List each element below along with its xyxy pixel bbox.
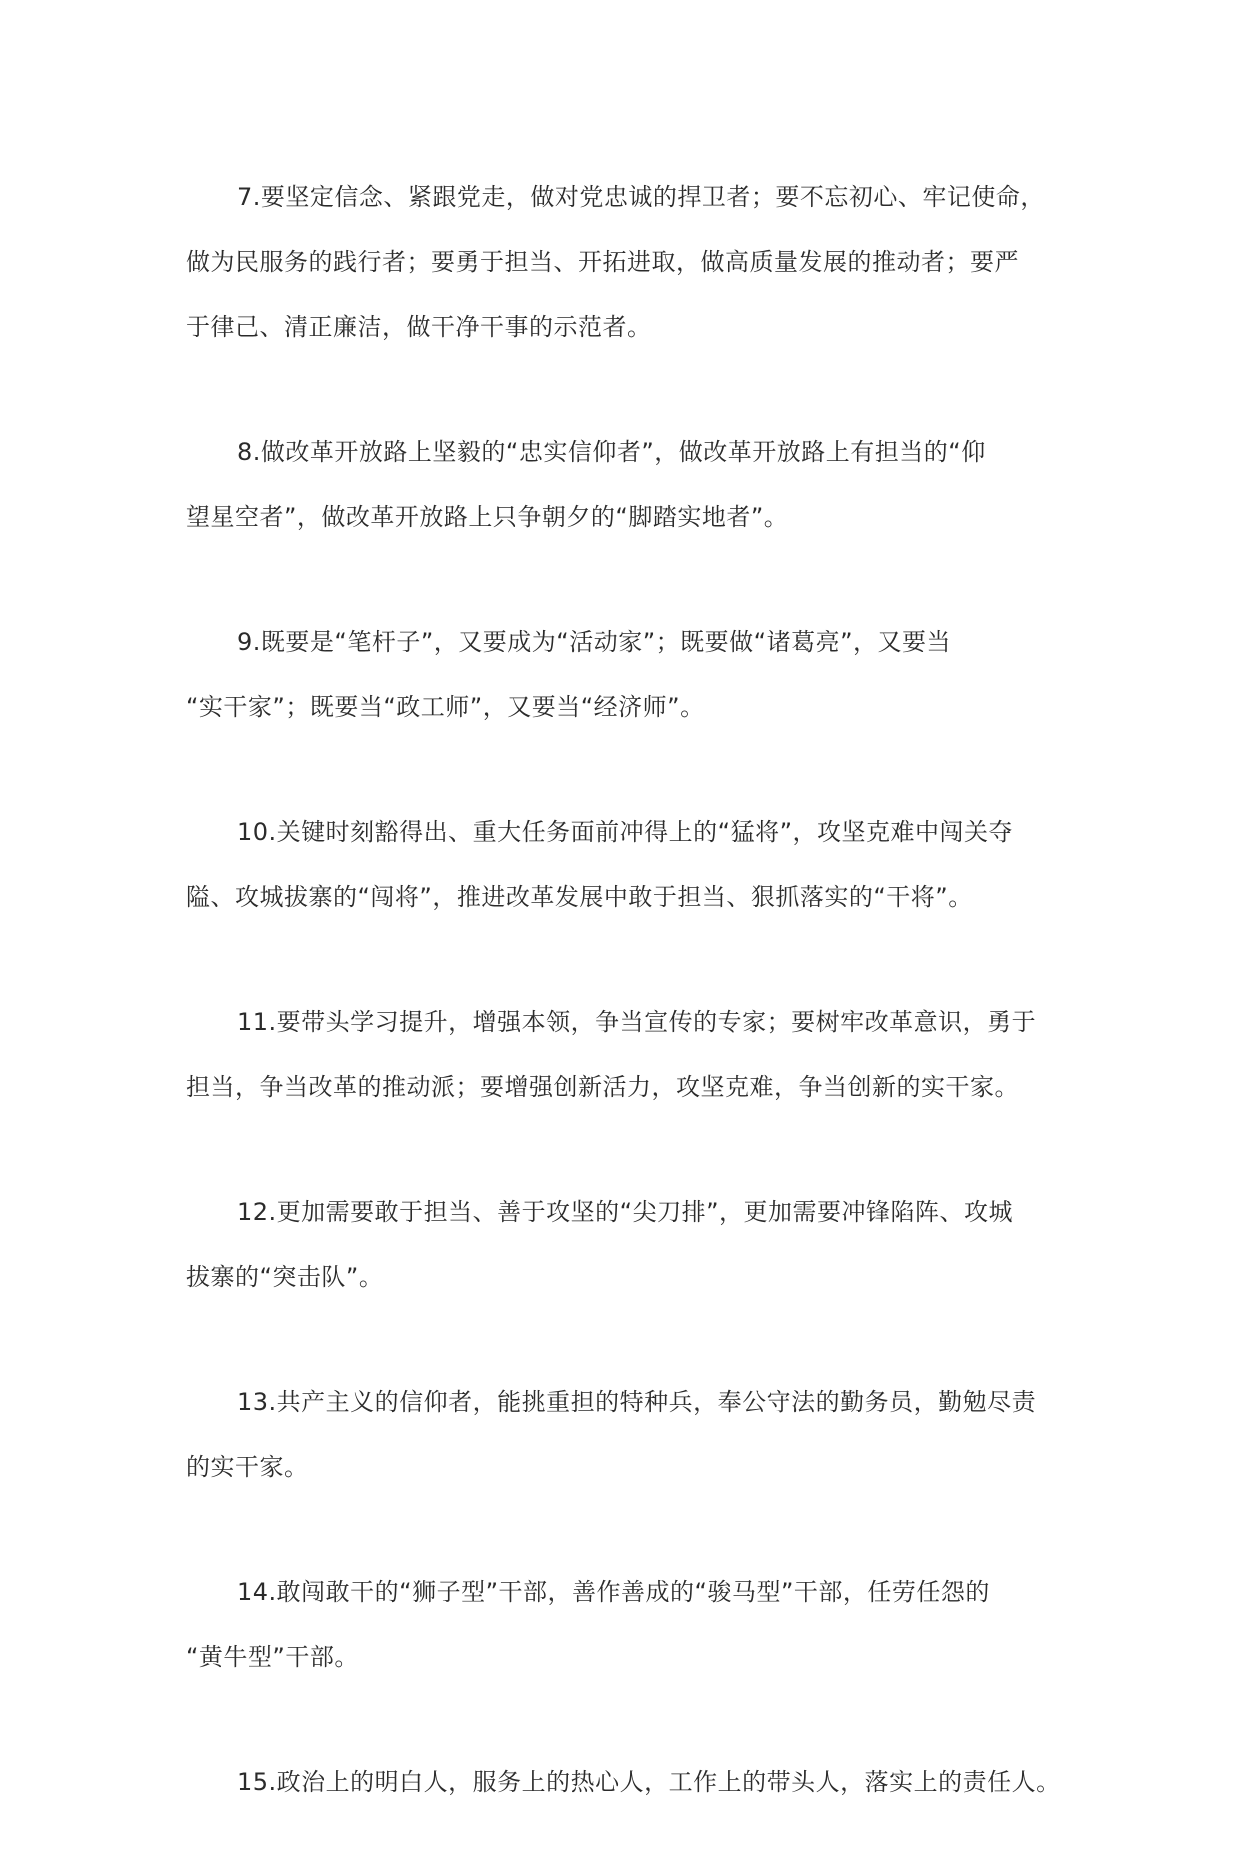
paragraph-line: 拔寨的“突击队”。 bbox=[186, 1263, 384, 1291]
paragraph-line: 12.更加需要敢于担当、善于攻坚的“尖刀排”，更加需要冲锋陷阵、攻城 bbox=[237, 1198, 1014, 1226]
paragraph-7 bbox=[186, 165, 1066, 360]
paragraph-line: 13.共产主义的信仰者，能挑重担的特种兵，奉公守法的勤务员，勤勉尽责 bbox=[237, 1388, 1037, 1416]
paragraph-15 bbox=[186, 1750, 1066, 1815]
paragraph-9 bbox=[186, 610, 1066, 740]
paragraph-13 bbox=[186, 1370, 1066, 1500]
paragraph-line: 8.做改革开放路上坚毅的“忠实信仰者”，做改革开放路上有担当的“仰 bbox=[237, 438, 986, 466]
paragraph-line: 9.既要是“笔杆子”，又要成为“活动家”；既要做“诸葛亮”，又要当 bbox=[237, 628, 951, 656]
paragraph-10 bbox=[186, 800, 1066, 930]
paragraph-line: 15.政治上的明白人，服务上的热心人，工作上的带头人，落实上的责任人。 bbox=[237, 1768, 1061, 1796]
paragraph-line: 做为民服务的践行者；要勇于担当、开拓进取，做高质量发展的推动者；要严 bbox=[186, 248, 1019, 276]
paragraph-8 bbox=[186, 420, 1066, 550]
paragraph-line: 望星空者”，做改革开放路上只争朝夕的“脚踏实地者”。 bbox=[186, 503, 789, 531]
paragraph-line: 7.要坚定信念、紧跟党走，做对党忠诚的捍卫者；要不忘初心、牢记使命， bbox=[237, 183, 1045, 211]
paragraph-line: “黄牛型”干部。 bbox=[186, 1643, 359, 1671]
paragraph-line: 隘、攻城拔寨的“闯将”，推进改革发展中敢于担当、狠抓落实的“干将”。 bbox=[186, 883, 973, 911]
paragraph-line: 担当，争当改革的推动派；要增强创新活力，攻坚克难，争当创新的实干家。 bbox=[186, 1073, 1019, 1101]
paragraph-line: “实干家”；既要当“政工师”，又要当“经济师”。 bbox=[186, 693, 705, 721]
document-body bbox=[186, 165, 1066, 1875]
paragraph-line: 的实干家。 bbox=[186, 1453, 309, 1481]
paragraph-line: 11.要带头学习提升，增强本领，争当宣传的专家；要树牢改革意识，勇于 bbox=[237, 1008, 1037, 1036]
paragraph-14 bbox=[186, 1560, 1066, 1690]
paragraph-line: 14.敢闯敢干的“狮子型”干部，善作善成的“骏马型”干部，任劳任怨的 bbox=[237, 1578, 990, 1606]
paragraph-line: 10.关键时刻豁得出、重大任务面前冲得上的“猛将”，攻坚克难中闯关夺 bbox=[237, 818, 1014, 846]
paragraph-12 bbox=[186, 1180, 1066, 1310]
paragraph-11 bbox=[186, 990, 1066, 1120]
paragraph-line: 于律己、清正廉洁，做干净干事的示范者。 bbox=[186, 313, 652, 341]
